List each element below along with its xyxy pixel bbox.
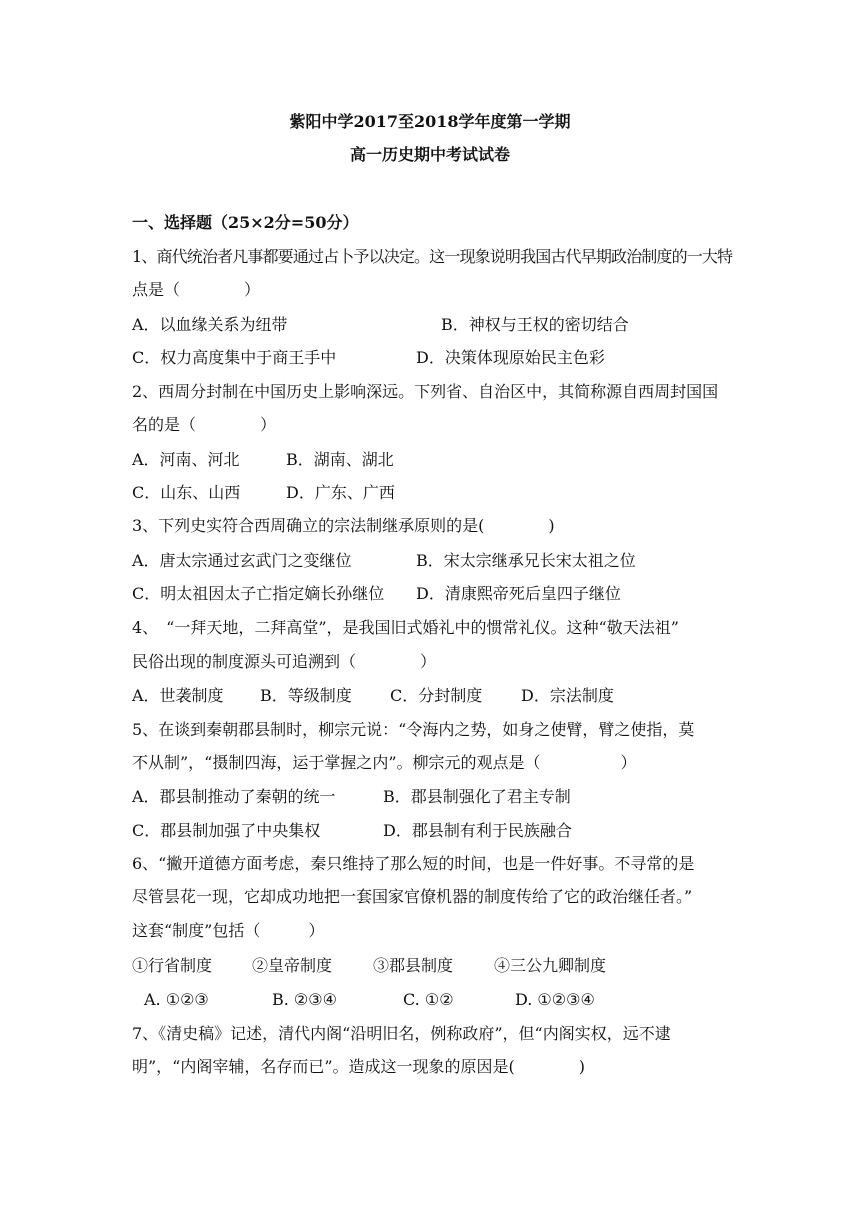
- question-3-option-b: B．宋太宗继承兄长宋太祖之位: [416, 551, 636, 570]
- question-3-option-a: A．唐太宗通过玄武门之变继位: [132, 551, 352, 570]
- section-heading: 一、选择题（25×2分=50分）: [132, 213, 359, 232]
- question-6-item-4: ④三公九卿制度: [494, 956, 607, 975]
- question-5-option-c: C．郡县制加强了中央集权: [132, 821, 321, 840]
- question-6-stem-line-1: 6、“撇开道德方面考虑，秦只维持了那么短的时间，也是一件好事。不寻常的是: [132, 854, 695, 873]
- question-4-option-c: C．分封制度: [390, 686, 483, 705]
- question-5-option-d: D．郡县制有利于民族融合: [383, 821, 572, 840]
- question-6-option-c: C. ①②: [403, 990, 454, 1009]
- question-6-stem-line-2: 尽管昙花一现，它却成功地把一套国家官僚机器的制度传给了它的政治继任者。”: [132, 887, 693, 906]
- question-1-option-d: D．决策体现原始民主色彩: [416, 348, 605, 367]
- question-3-option-c: C．明太祖因太子亡指定嫡长孙继位: [132, 584, 385, 603]
- question-4-stem-line-1: 4、 “一拜天地，二拜高堂”，是我国旧式婚礼中的惯常礼仪。这种“敬天法祖”: [132, 618, 679, 637]
- question-6-item-1: ①行省制度: [132, 956, 213, 975]
- question-5-stem-line-1: 5、在谈到秦朝郡县制时，柳宗元说：“令海内之势，如身之使臂，臂之使指，莫: [132, 720, 695, 739]
- exam-title-subject: 高一历史期中考试试卷: [349, 145, 510, 164]
- exam-title-school: 紫阳中学2017至2018学年度第一学期: [289, 112, 571, 131]
- question-1-option-b: B．神权与王权的密切结合: [441, 315, 629, 334]
- question-2-option-b: B．湖南、湖北: [286, 450, 394, 469]
- question-6-item-3: ③郡县制度: [373, 956, 454, 975]
- question-3-stem-line-1: 3、下列史实符合西周确立的宗法制继承原则的是( ): [132, 516, 555, 535]
- question-4-option-b: B．等级制度: [260, 686, 352, 705]
- question-1-stem-line-2: 点是（ ）: [132, 280, 261, 299]
- question-2-option-c: C．山东、山西: [132, 483, 241, 502]
- question-2-option-a: A．河南、河北: [132, 450, 240, 469]
- question-6-item-2: ②皇帝制度: [252, 956, 333, 975]
- question-7-stem-line-2: 明”，“内阁宰辅，名存而已”。造成这一现象的原因是( ): [132, 1057, 586, 1076]
- question-2-option-d: D．广东、广西: [286, 483, 395, 502]
- question-5-option-a: A．郡县制推动了秦朝的统一: [132, 787, 336, 806]
- question-2-stem-line-2: 名的是（ ）: [132, 415, 277, 434]
- question-5-stem-line-2: 不从制”，“摄制四海，运于掌握之内”。柳宗元的观点是（ ）: [132, 753, 637, 772]
- question-4-option-a: A．世袭制度: [132, 686, 224, 705]
- question-6-stem-line-3: 这套“制度”包括（ ）: [132, 921, 325, 940]
- question-6-option-d: D. ①②③④: [515, 990, 595, 1009]
- question-2-stem-line-1: 2、西周分封制在中国历史上影响深远。下列省、自治区中，其简称源自西周封国国: [132, 382, 719, 401]
- question-7-stem-line-1: 7、《清史稿》记述，清代内阁“沿明旧名，例称政府”，但“内阁实权，远不逮: [132, 1024, 671, 1043]
- question-6-option-a: A. ①②③: [144, 990, 209, 1009]
- question-5-option-b: B．郡县制强化了君主专制: [383, 787, 571, 806]
- question-4-option-d: D．宗法制度: [521, 686, 614, 705]
- question-4-stem-line-2: 民俗出现的制度源头可追溯到（ ）: [132, 652, 437, 671]
- question-1-option-c: C．权力高度集中于商王手中: [132, 348, 337, 367]
- question-3-option-d: D．清康熙帝死后皇四子继位: [416, 584, 621, 603]
- question-6-option-b: B. ②③④: [272, 990, 337, 1009]
- question-1-stem-line-1: 1、商代统治者凡事都要通过占卜予以决定。这一现象说明我国古代早期政治制度的一大特: [132, 247, 733, 266]
- question-1-option-a: A．以血缘关系为纽带: [132, 315, 288, 334]
